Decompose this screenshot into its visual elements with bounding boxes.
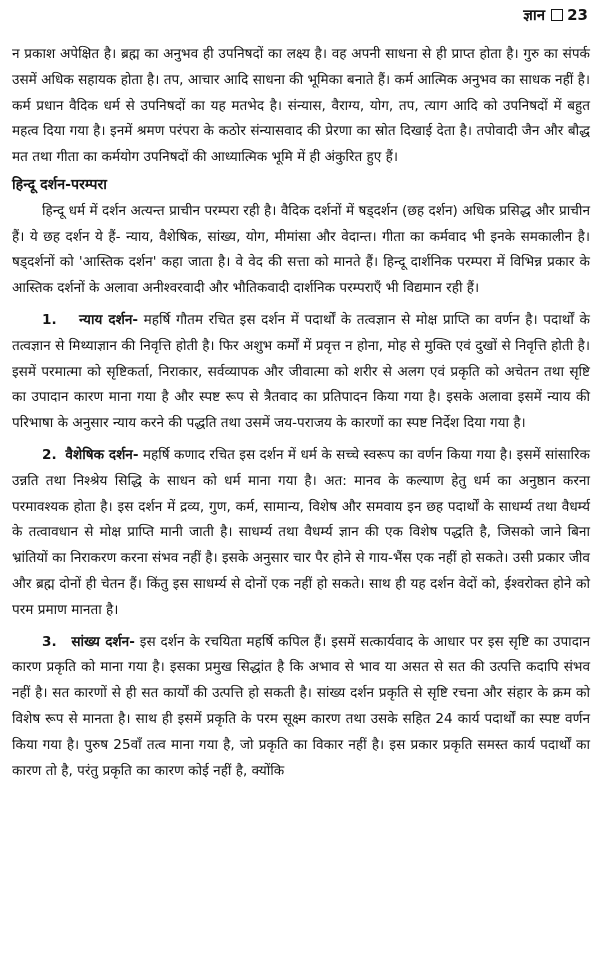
section-text: महर्षि कणाद रचित इस दर्शन में धर्म के सच्चे स्वरूप का वर्णन किया गया है। इसमें सांसारिक उन्नति तथा निश्श्रेय सिद्धि के साधन को धर्म माना गया है। अत: मानव के कल्याण हेतु धर्म का अनुष्ठान करना परमावश्यक होता है। इस दर्शन में द्रव्य, गुण, कर्म, सामान्य, विशेष और समवाय इन छह पदार्थों के साधर्म्य तथा वैधर्म्य के तत्वावधान से मोक्ष प्राप्ति मानी जाती है। साधर्म्य तथा वैधर्म्य ज्ञान की एक विशेष पद्धति है, जिसको जाने बिना भ्रांतियों का निराकरण करना संभव नहीं है। इसके अनुसार चार पैर होने से गाय-भैंस एक नहीं हो सकते। उसी प्रकार जीव और ब्रह्म दोनों ही चेतन हैं। किंतु इस साधर्म्य से दोनों एक नहीं हो सकते। साथ ही यह दर्शन वेदों को, ईश्वरोक्त होने को परम प्रमाण मानता है।: [12, 446, 590, 618]
section-heading: हिन्दू दर्शन-परम्परा: [12, 176, 107, 193]
section-vaisheshika: [12, 443, 590, 624]
term-heading: वैशेषिक दर्शन-: [65, 446, 139, 463]
page-content: [12, 42, 590, 784]
section-nyaya: [12, 308, 590, 437]
list-number: 1.: [42, 311, 57, 328]
page-number: 23: [567, 6, 588, 24]
section-text: इस दर्शन के रचयिता महर्षि कपिल हैं। इसमें सत्कार्यवाद के आधार पर इस सृष्टि का उपादान कारण प्रकृति को माना गया है। इसका प्रमुख सिद्धांत है कि अभाव से भाव या असत से सत की उत्पत्ति कदापि संभव नहीं है। सत कारणों से ही सत कार्यों की उत्पत्ति हो सकती है। सांख्य दर्शन प्रकृति से सृष्टि रचना और संहार के क्रम को विशेष रूप से मानता है। साथ ही इसमें प्रकृति के परम सूक्ष्म कारण तथा उसके सहित 24 कार्य पदार्थों का स्पष्ट वर्णन किया गया है। पुरुष 25वाँ तत्व माना गया है, जो प्रकृति का विकार नहीं है। इस प्रकार प्रकृति समस्त कार्य पदार्थों का कारण तो है, परंतु प्रकृति का कारण कोई नहीं है, क्योंकि: [12, 633, 590, 779]
list-number: 3.: [42, 633, 57, 650]
paragraph-overview: हिन्दू धर्म में दर्शन अत्यन्त प्राचीन परम्परा रही है। वैदिक दर्शनों में षड्दर्शन (छह दर्शन) अधिक प्रसिद्ध और प्राचीन हैं। ये छह दर्शन ये हैं- न्याय, वैशेषिक, सांख्य, योग, मीमांसा और वेदान्त। गीता का कर्मवाद भी इनके समकालीन है। षड्दर्शनों को 'आस्तिक दर्शन' कहा जाता है। वे वेद की सत्ता को मानते हैं। हिन्दू दार्शनिक परम्परा में विभिन्न प्रकार के आस्तिक दर्शनों के अलावा अनीश्वरवादी और भौतिकवादी दार्शनिक परम्पराएँ भी विद्यमान रही हैं।: [12, 202, 590, 297]
paragraph-intro: न प्रकाश अपेक्षित है। ब्रह्म का अनुभव ही उपनिषदों का लक्ष्य है। वह अपनी साधना से ही प्राप्त होता है। गुरु का संपर्क उसमें अधिक सहायक होता है। तप, आचार आदि साधना की भूमिका बनाते हैं। कर्म आत्मिक अनुभव का साधक नहीं है। कर्म प्रधान वैदिक धर्म से उपनिषदों का यह मतभेद है। संन्यास, वैराग्य, योग, तप, त्याग आदि को उपनिषदों में बहुत महत्व दिया गया है। इनमें श्रमण परंपरा के कठोर संन्यासवाद की प्रेरणा का स्रोत दिखाई देता है। तपोवादी जैन और बौद्ध मत तथा गीता का कर्मयोग उपनिषदों की आध्यात्मिक भूमि में ही अंकुरित हुए हैं।: [12, 46, 590, 166]
header-title: ज्ञान: [523, 6, 546, 24]
running-header: [523, 5, 588, 25]
list-number: 2.: [42, 446, 57, 463]
box-icon: [551, 9, 563, 21]
term-heading: सांख्य दर्शन-: [71, 633, 135, 650]
section-sankhya: [12, 630, 590, 785]
term-heading: न्याय दर्शन-: [79, 311, 139, 328]
section-text: महर्षि गौतम रचित इस दर्शन में पदार्थों के तत्वज्ञान से मोक्ष प्राप्ति का वर्णन है। पदार्थों के तत्वज्ञान से मिथ्याज्ञान की निवृत्ति होती है। फिर अशुभ कर्मों में प्रवृत्त न होना, मोह से मुक्ति एवं दुखों से निवृत्ति होती है। इसमें परमात्मा को सृष्टिकर्ता, निराकार, सर्वव्यापक और जीवात्मा को शरीर से अलग एवं प्रकृति को अचेतन तथा सृष्टि का उपादान कारण माना गया है और स्पष्ट रूप से त्रैतवाद का प्रतिपादन किया गया है। इसके अलावा इसमें न्याय की परिभाषा के अनुसार न्याय करने की पद्धति तथा उसमें जय-पराजय के कारणों का स्पष्ट निर्देश दिया गया है।: [12, 311, 590, 432]
